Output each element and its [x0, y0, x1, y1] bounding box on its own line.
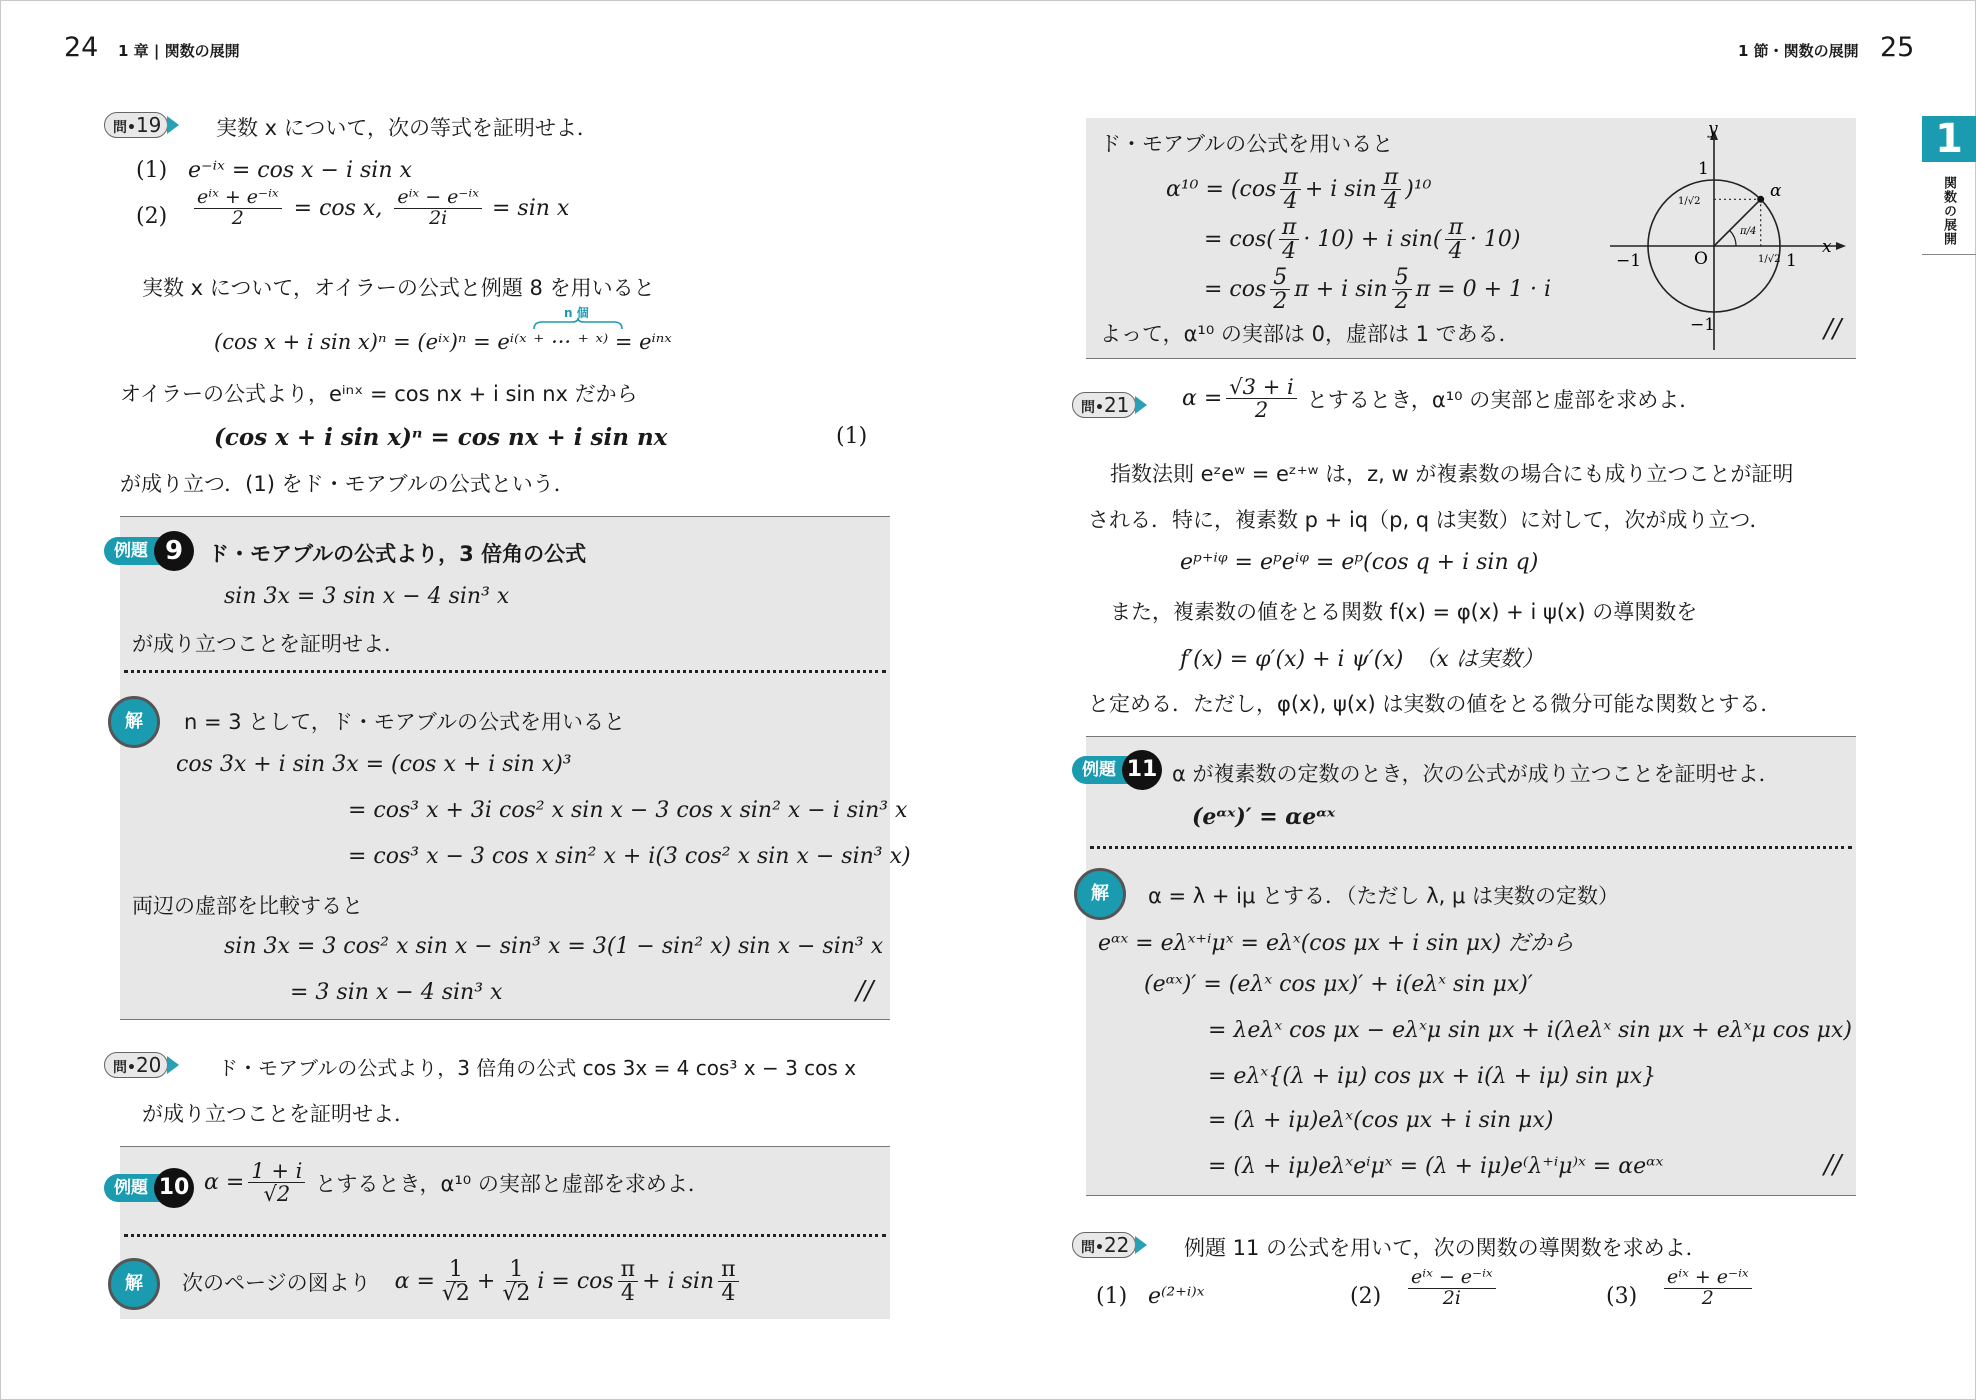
- solution-tag-10: 解: [108, 1258, 160, 1310]
- ex9-step5: sin 3x = 3 cos² x sin x − sin³ x = 3(1 − sin² x) sin x − sin³ x: [224, 934, 884, 959]
- problem-tag-22: 問•22: [1072, 1232, 1147, 1258]
- cont-line1: ド・モアブルの公式を用いると: [1100, 132, 1394, 156]
- left-running-head: 1 章 | 関数の展開: [118, 42, 240, 60]
- ex9-step6: = 3 sin x − 4 sin³ x: [290, 980, 503, 1005]
- chapter-tab-label: 関数の展開: [1941, 176, 1956, 246]
- solution-tag-11: 解: [1074, 868, 1126, 920]
- formula-number-1: (1): [836, 424, 868, 449]
- ex11-step1: eᵅˣ = eλˣ⁺ⁱμˣ = eλˣ(cos μx + i sin μx) だから: [1098, 931, 1575, 956]
- q21-line: α = $\frac{√3 + i}{2}$ とするとき，α¹⁰ の実部と虚部を求めよ．: [1182, 375, 1701, 423]
- angle-label: π/4: [1740, 226, 1757, 237]
- ex9-sol-intro: n = 3 として，ド・モアブルの公式を用いると: [184, 710, 626, 734]
- angle-arc: [1730, 230, 1736, 246]
- projection-label-x: 1/√2: [1758, 254, 1781, 265]
- chapter-tab: 1: [1922, 116, 1976, 162]
- q19-item2: $\frac{\text{eⁱˣ + e⁻ⁱˣ}}{2}$ = cos x, $\frac{\text{eⁱˣ − e⁻ⁱˣ}}{2i}$ = sin x: [190, 188, 569, 229]
- exp-line3: また，複素数の値をとる関数 f(x) = φ(x) + i ψ(x) の導関数を: [1110, 600, 1698, 624]
- tick-top: 1: [1698, 159, 1709, 179]
- tick-right: 1: [1786, 251, 1797, 271]
- ex11-sol-intro: α = λ + iμ とする．（ただし λ, μ は実数の定数）: [1148, 884, 1620, 908]
- alpha-label: α: [1770, 181, 1782, 201]
- projection-label-y: 1/√2: [1678, 196, 1701, 207]
- tick-left: −1: [1616, 251, 1642, 271]
- left-page-number: 24: [64, 32, 99, 63]
- tick-bottom: −1: [1690, 315, 1716, 335]
- ex10-dotted-separator: [124, 1234, 886, 1237]
- ex11-step2: (eᵅˣ)′ = (eλˣ cos μx)′ + i(eλˣ sin μx)′: [1144, 972, 1533, 997]
- ex9-step2: = cos³ x + 3i cos² x sin x − 3 cos x sin² x − i sin³ x: [348, 798, 908, 823]
- x-axis-arrow: [1836, 242, 1846, 250]
- overbrace: [532, 318, 624, 330]
- x-axis-label: x: [1822, 237, 1832, 257]
- right-running-head: 1 節・関数の展開: [1738, 42, 1859, 60]
- exp-line2: される．特に，複素数 p + iq（p, q は実数）に対して，次が成り立つ．: [1088, 508, 1771, 532]
- ex11-dotted-separator: [1090, 846, 1852, 849]
- right-page-number: 25: [1880, 32, 1915, 63]
- example-tag-10: 例題 10: [104, 1170, 194, 1206]
- problem-tag-21: 問•21: [1072, 392, 1147, 418]
- ex9-line: が成り立つことを証明せよ．: [132, 632, 405, 656]
- q19-item1: e⁻ⁱˣ = cos x − i sin x: [188, 158, 412, 183]
- example-tag-11: 例題 11: [1072, 752, 1162, 788]
- ex11-step4: = eλˣ{(λ + iμ) cos μx + i(λ + iμ) sin μx}: [1208, 1064, 1657, 1089]
- cont-eq2: = cos( $\frac{\pi}{4}$ · 10) + i sin( $\frac{\pi}{4}$ · 10): [1204, 215, 1521, 265]
- q22-item2-label: (2): [1350, 1284, 1382, 1309]
- ex9-step1: cos 3x + i sin 3x = (cos x + i sin x)³: [176, 752, 572, 777]
- cont-end-mark: //: [1824, 314, 1842, 344]
- q22-item1-label: (1): [1096, 1284, 1128, 1309]
- intro-line2: オイラーの公式より，eⁱⁿˣ = cos nx + i sin nx だから: [120, 382, 638, 406]
- ex9-end-mark: //: [856, 976, 874, 1006]
- intro-line3: が成り立つ．(1) をド・モアブルの公式という．: [120, 472, 575, 496]
- ex10-title: α = $\frac{1 + i}{√2}$ とするとき，α¹⁰ の実部と虚部を求めよ．: [204, 1159, 709, 1207]
- example-tag-9: 例題 9: [104, 533, 194, 569]
- alpha-point: [1757, 196, 1764, 203]
- q20-line2: が成り立つことを証明せよ．: [142, 1102, 415, 1126]
- cont-eq3: = cos $\frac{5}{2}$ π + i sin $\frac{5}{2}$ π = 0 + 1 · i: [1204, 265, 1552, 315]
- ex11-step3: = λeλˣ cos μx − eλˣμ sin μx + i(λeλˣ sin μx + eλˣμ cos μx): [1208, 1018, 1852, 1043]
- q22-item2: $\frac{\text{eⁱˣ − e⁻ⁱˣ}}{2i}$: [1404, 1268, 1500, 1309]
- alpha-radius: [1714, 199, 1761, 246]
- ex9-dotted-separator: [124, 670, 886, 673]
- ex9-formula: sin 3x = 3 sin x − 4 sin³ x: [224, 584, 510, 609]
- problem-tag-20: 問•20: [104, 1052, 179, 1078]
- q19-item1-label: (1): [136, 158, 168, 183]
- q19-prompt: 実数 x について，次の等式を証明せよ．: [216, 116, 598, 140]
- de-moivre-formula: (cos x + i sin x)ⁿ = cos nx + i sin nx: [214, 424, 668, 451]
- exp-eq2: f′(x) = φ′(x) + i ψ′(x) （x は実数）: [1180, 647, 1544, 672]
- unit-circle-diagram: [1600, 120, 1850, 356]
- brace-label: n 個: [564, 306, 589, 320]
- ex11-formula: (eᵅˣ)′ = αeᵅˣ: [1192, 804, 1336, 830]
- q22-item3-label: (3): [1606, 1284, 1638, 1309]
- chapter-tab-divider: [1922, 254, 1976, 255]
- q22-item3: $\frac{\text{eⁱˣ + e⁻ⁱˣ}}{2}$: [1660, 1268, 1756, 1309]
- solution-tag-9: 解: [108, 696, 160, 748]
- ex10-sol-line: 次のページの図より α = $\frac{1}{√2}$ + $\frac{1}{√2}$ i = cos $\frac{\pi}{4}$ + i sin $\frac{\pi}{4}$: [182, 1258, 743, 1305]
- exp-eq1: eᵖ⁺ⁱᵠ = eᵖeⁱᵠ = eᵖ(cos q + i sin q): [1180, 550, 1539, 575]
- ex9-title: ド・モアブルの公式より，3 倍角の公式: [208, 542, 587, 566]
- ex11-end-mark: //: [1824, 1150, 1842, 1180]
- q22-prompt: 例題 11 の公式を用いて，次の関数の導関数を求めよ．: [1184, 1236, 1707, 1260]
- q20-line1: ド・モアブルの公式より，3 倍角の公式 cos 3x = 4 cos³ x − 3 cos x: [218, 1056, 857, 1080]
- exp-line4: と定める．ただし，φ(x), ψ(x) は実数の値をとる微分可能な関数とする．: [1088, 692, 1782, 716]
- origin-label: O: [1694, 249, 1708, 269]
- cont-conclusion: よって，α¹⁰ の実部は 0，虚部は 1 である．: [1100, 322, 1520, 346]
- q22-item1: e⁽²⁺ⁱ⁾ˣ: [1148, 1284, 1205, 1309]
- intro-line1: 実数 x について，オイラーの公式と例題 8 を用いると: [142, 276, 655, 300]
- problem-tag-19: 問•19: [104, 112, 179, 138]
- ex11-title: α が複素数の定数のとき，次の公式が成り立つことを証明せよ．: [1172, 762, 1780, 786]
- y-axis-label: y: [1708, 120, 1718, 139]
- exp-line1: 指数法則 eᶻeʷ = eᶻ⁺ʷ は，z, w が複素数の場合にも成り立つことが証明: [1110, 462, 1794, 486]
- intro-eq1: (cos x + i sin x)ⁿ = (eⁱˣ)ⁿ = eⁱ⁽ˣ ⁺ ··· ⁺ ˣ⁾ = eⁱⁿˣ: [214, 330, 672, 354]
- q19-item2-label: (2): [136, 204, 168, 229]
- ex11-step6: = (λ + iμ)eλˣeⁱμˣ = (λ + iμ)e⁽λ⁺ⁱμ⁾ˣ = αeᵅˣ: [1208, 1154, 1664, 1179]
- ex9-step3: = cos³ x − 3 cos x sin² x + i(3 cos² x sin x − sin³ x): [348, 844, 911, 869]
- cont-eq1: α¹⁰ = (cos $\frac{\pi}{4}$ + i sin $\frac{\pi}{4}$ )¹⁰: [1166, 165, 1432, 215]
- ex9-step4: 両辺の虚部を比較すると: [132, 894, 363, 918]
- ex11-step5: = (λ + iμ)eλˣ(cos μx + i sin μx): [1208, 1108, 1554, 1133]
